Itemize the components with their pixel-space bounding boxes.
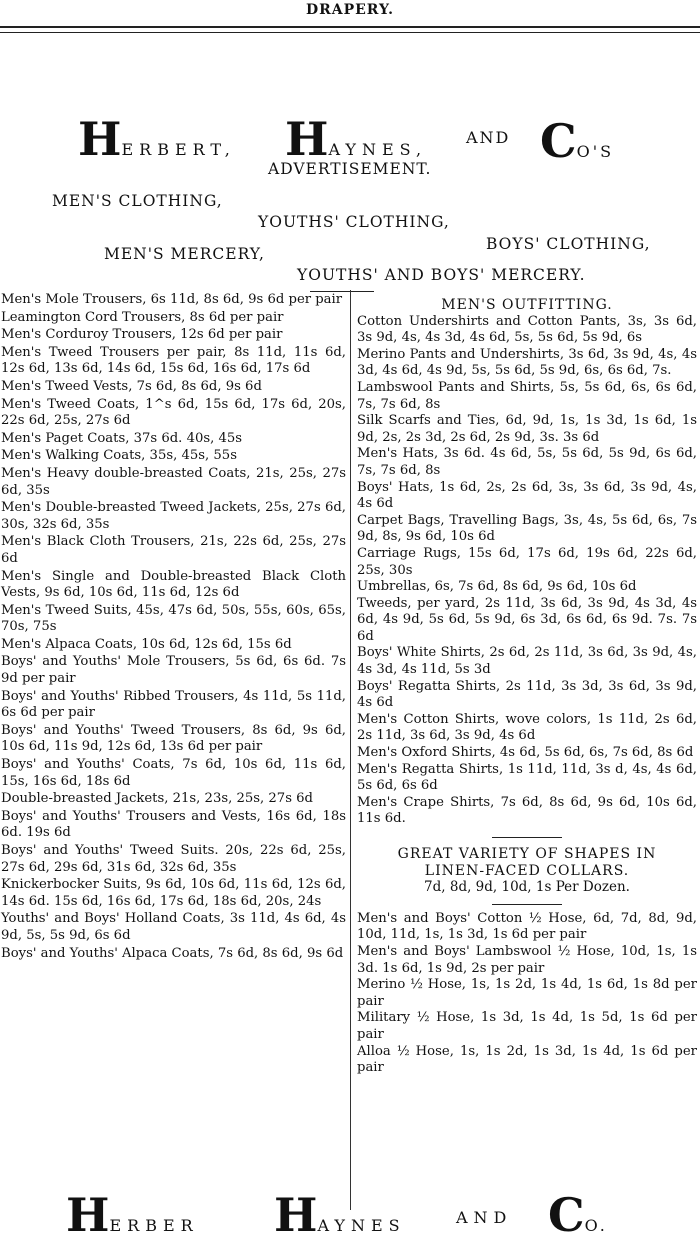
banner-and: AND xyxy=(466,128,511,147)
column-divider xyxy=(350,290,351,1210)
footer-h2: H xyxy=(274,1188,318,1242)
banner-h2: H xyxy=(285,112,329,166)
list-item: Boys' and Youths' Coats, 7s 6d, 10s 6d, 11s 6d, 15s, 16s 6d, 18s 6d xyxy=(1,757,346,789)
list-item: Boys' and Youths' Tweed Trousers, 8s 6d, 9s 6d, 10s 6d, 11s 9d, 12s 6d, 13s 6d per pair xyxy=(1,722,346,755)
list-item: Men's Single and Double-breasted Black Cloth Vests, 9s 6d, 10s 6d, 11s 6d, 12s 6d xyxy=(1,568,346,601)
list-item: Silk Scarfs and Ties, 6d, 9d, 1s, 1s 3d, 1s 6d, 1s 9d, 2s, 2s 3d, 2s 6d, 2s 9d, 3s. 3s 6d xyxy=(357,413,697,445)
list-item: Men's Crape Shirts, 7s 6d, 8s 6d, 9s 6d, 10s 6d, 11s 6d. xyxy=(357,794,697,827)
list-item: Boys' Regatta Shirts, 2s 11d, 3s 3d, 3s 6d, 3s 9d, 4s 6d xyxy=(357,678,697,711)
banner-w1: ERBERT, xyxy=(121,140,236,159)
list-item: Umbrellas, 6s, 7s 6d, 8s 6d, 9s 6d, 10s 6d xyxy=(357,579,637,595)
list-item: Military ½ Hose, 1s 3d, 1s 4d, 1s 5d, 1s 6d per pair xyxy=(357,1010,697,1042)
footer-w2: AYNES xyxy=(317,1216,406,1235)
list-item: Leamington Cord Trousers, 8s 6d per pair xyxy=(1,309,284,325)
list-item: Men's Black Cloth Trousers, 21s, 22s 6d, 25s, 27s 6d xyxy=(1,534,346,566)
collars-line2: LINEN-FACED COLLARS. xyxy=(424,862,630,879)
cat-mens-mercery: MEN'S MERCERY, xyxy=(104,245,265,263)
collars-line1: GREAT VARIETY OF SHAPES IN xyxy=(397,846,657,862)
hose-rule xyxy=(492,904,562,905)
list-item: Men's Regatta Shirts, 1s 11d, 11d, 3s d, 4s, 4s 6d, 5s 6d, 6s 6d xyxy=(357,761,697,794)
list-item: Lambswool Pants and Shirts, 5s, 5s 6d, 6s, 6s 6d, 7s, 7s 6d, 8s xyxy=(357,379,697,412)
list-item: Boys' and Youths' Alpaca Coats, 7s 6d, 8s 6d, 9s 6d xyxy=(1,945,344,961)
page-header: DRAPERY. xyxy=(305,2,395,18)
list-item: Boys' and Youths' Mole Trousers, 5s 6d, 6s 6d. 7s 9d per pair xyxy=(1,654,346,687)
list-item: Youths' and Boys' Holland Coats, 3s 11d, 4s 6d, 4s 9d, 5s, 5s 9d, 6s 6d xyxy=(1,911,346,943)
list-item: Carriage Rugs, 15s 6d, 17s 6d, 19s 6d, 22s 6d, 25s, 30s xyxy=(357,545,697,578)
section-title-outfitting: MEN'S OUTFITTING. xyxy=(441,297,613,313)
list-item: Men's Oxford Shirts, 4s 6d, 5s 6d, 6s, 7s 6d, 8s 6d xyxy=(357,745,694,761)
list-item: Men's Tweed Trousers per pair, 8s 11d, 11s 6d, 12s 6d, 13s 6d, 14s 6d, 15s 6d, 16s 6d, 17s 6d xyxy=(1,344,346,377)
list-item: Men's Alpaca Coats, 10s 6d, 12s 6d, 15s 6d xyxy=(1,636,292,652)
list-item: Men's and Boys' Lambswool ½ Hose, 10d, 1s, 1s 3d. 1s 6d, 1s 9d, 2s per pair xyxy=(357,943,697,976)
footer-haynes xyxy=(274,1188,406,1242)
banner-w2: AYNES, xyxy=(328,140,428,159)
list-item: Boys' White Shirts, 2s 6d, 2s 11d, 3s 6d, 3s 9d, 4s, 4s 3d, 4s 11d, 5s 3d xyxy=(357,645,697,678)
banner-c: C xyxy=(540,114,577,168)
list-item: Tweeds, per yard, 2s 11d, 3s 6d, 3s 9d, 4s 3d, 4s 6d, 4s 9d, 5s 6d, 5s 9d, 6s 3d, 6s 6d, 6s 9d. 7s. 7s 6d xyxy=(357,595,697,644)
banner-subtitle: ADVERTISEMENT. xyxy=(268,160,432,178)
list-item: Boys' and Youths' Trousers and Vests, 16s 6d, 18s 6d. 19s 6d xyxy=(1,808,346,841)
cat-youths-boys-mercery: YOUTHS' AND BOYS' MERCERY. xyxy=(297,266,586,284)
right-column xyxy=(357,297,697,1077)
list-item: Double-breasted Jackets, 21s, 23s, 25s, 27s 6d xyxy=(1,791,313,807)
list-item: Men's Cotton Shirts, wove colors, 1s 11d, 2s 6d, 2s 11d, 3s 6d, 3s 9d, 4s 6d xyxy=(357,711,697,744)
footer-co-text: O. xyxy=(584,1216,608,1235)
banner-herbert xyxy=(78,112,236,166)
footer-w1: ERBER xyxy=(109,1216,199,1235)
cat-youths-clothing: YOUTHS' CLOTHING, xyxy=(258,213,450,231)
banner-haynes xyxy=(285,112,428,166)
footer-and: AND xyxy=(456,1208,513,1227)
list-item: Knickerbocker Suits, 9s 6d, 10s 6d, 11s 6d, 12s 6d, 14s 6d. 15s 6d, 16s 6d, 17s 6d, 18s 6d, 20s, 24s xyxy=(1,877,346,909)
header-rule-thick xyxy=(0,26,700,28)
list-item: Boys' and Youths' Ribbed Trousers, 4s 11d, 5s 11d, 6s 6d per pair xyxy=(1,688,346,721)
banner-co xyxy=(540,114,615,168)
list-item: Cotton Undershirts and Cotton Pants, 3s, 3s 6d, 3s 9d, 4s, 4s 3d, 4s 6d, 5s, 5s 6d, 5s 9d, 6s xyxy=(357,313,697,346)
list-item: Men's Tweed Coats, 1^s 6d, 15s 6d, 17s 6d, 20s, 22s 6d, 25s, 27s 6d xyxy=(1,396,346,429)
list-item: Men's Corduroy Trousers, 12s 6d per pair xyxy=(1,327,283,343)
banner-h1: H xyxy=(78,112,122,166)
footer-c: C xyxy=(548,1188,585,1242)
list-item: Boys' Hats, 1s 6d, 2s, 2s 6d, 3s, 3s 6d, 3s 9d, 4s, 4s 6d xyxy=(357,479,697,512)
banner-co-text: O'S xyxy=(576,142,615,161)
footer-co xyxy=(548,1188,608,1242)
list-item: Men's Paget Coats, 37s 6d. 40s, 45s xyxy=(1,430,243,446)
list-item: Men's Heavy double-breasted Coats, 21s, 25s, 27s 6d, 35s xyxy=(1,465,346,498)
cat-mens-clothing: MEN'S CLOTHING, xyxy=(52,192,223,210)
list-item: Men's Mole Trousers, 6s 11d, 8s 6d, 9s 6d per pair xyxy=(1,292,343,307)
list-item: Men's Tweed Suits, 45s, 47s 6d, 50s, 55s, 60s, 65s, 70s, 75s xyxy=(1,602,346,635)
list-item: Men's Double-breasted Tweed Jackets, 25s, 27s 6d, 30s, 32s 6d, 35s xyxy=(1,500,346,532)
list-item: Alloa ½ Hose, 1s, 1s 2d, 1s 3d, 1s 4d, 1s 6d per pair xyxy=(357,1043,697,1076)
footer-h1: H xyxy=(66,1188,110,1242)
list-item: Merino Pants and Undershirts, 3s 6d, 3s 9d, 4s, 4s 3d, 4s 6d, 4s 9d, 5s, 5s 6d, 5s 9d, 6s, 6s 6d, 7s. xyxy=(357,346,697,379)
collars-rule xyxy=(492,837,562,838)
left-column xyxy=(1,292,346,963)
list-item: Carpet Bags, Travelling Bags, 3s, 4s, 5s 6d, 6s, 7s 9d, 8s, 9s 6d, 10s 6d xyxy=(357,512,697,545)
list-item: Men's Walking Coats, 35s, 45s, 55s xyxy=(1,448,237,464)
list-item: Men's Tweed Vests, 7s 6d, 8s 6d, 9s 6d xyxy=(1,378,262,394)
list-item: Men's and Boys' Cotton ½ Hose, 6d, 7d, 8d, 9d, 10d, 11d, 1s, 1s 3d, 1s 6d per pair xyxy=(357,910,697,943)
list-item: Merino ½ Hose, 1s, 1s 2d, 1s 4d, 1s 6d, 1s 8d per pair xyxy=(357,977,697,1009)
cat-boys-clothing: BOYS' CLOTHING, xyxy=(486,235,651,253)
list-item: Boys' and Youths' Tweed Suits. 20s, 22s 6d, 25s, 27s 6d, 29s 6d, 31s 6d, 32s 6d, 35s xyxy=(1,843,346,875)
list-item: Men's Hats, 3s 6d. 4s 6d, 5s, 5s 6d, 5s 9d, 6s 6d, 7s, 7s 6d, 8s xyxy=(357,446,697,478)
footer-herber xyxy=(66,1188,199,1242)
collars-line3: 7d, 8d, 9d, 10d, 1s Per Dozen. xyxy=(424,879,630,896)
header-rule-thin xyxy=(0,32,700,33)
